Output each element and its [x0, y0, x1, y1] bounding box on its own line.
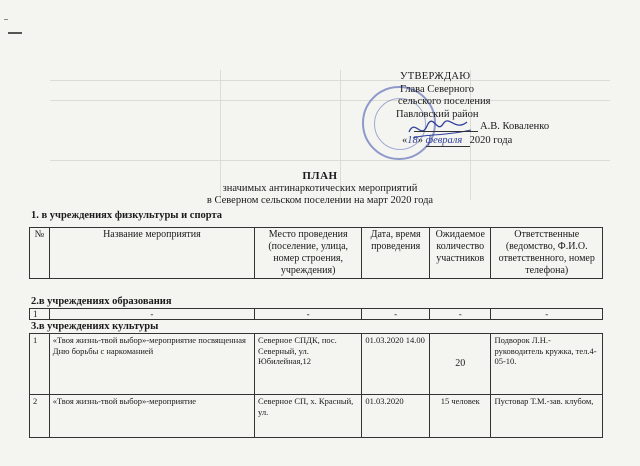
table-row	[30, 309, 603, 320]
table-row	[30, 334, 603, 395]
scan-artifact	[8, 32, 22, 34]
row-num: 2	[30, 395, 50, 438]
event-expected: 20	[430, 334, 491, 395]
date-open-quote: «	[402, 135, 408, 146]
approval-settlement: сельского поселения	[398, 96, 491, 107]
column-header-expected: Ожидаемое количество участников	[430, 228, 491, 279]
event-responsible: Подворок Л.Н.- руководитель кружка, тел.4-05-10.	[491, 334, 603, 395]
column-header-date: Дата, время проведения	[362, 228, 430, 279]
approval-position: Глава Северного	[400, 83, 475, 95]
approval-district: Павловский район	[396, 108, 479, 120]
column-header-place: Место проведения (поселение, улица, номер строения, учреждения)	[255, 228, 362, 279]
event-name: «Твоя жизнь-твой выбор»-мероприятие посвященная Дню борьбы с наркоманией	[49, 334, 254, 395]
table-cell: -	[255, 309, 362, 320]
plan-subtitle: значимых антинаркотических мероприятий	[222, 183, 418, 194]
row-num: 1	[30, 334, 50, 395]
event-date: 01.03.2020	[362, 395, 430, 438]
approval-title: УТВЕРЖДАЮ	[400, 71, 471, 82]
event-responsible: Пустовар Т.М.-зав. клубом,	[491, 395, 603, 438]
show-through-line	[50, 160, 610, 161]
event-place: Северное СП, х. Красный, ул.	[255, 395, 362, 438]
date-close-quote: »	[417, 135, 423, 146]
table-cell: -	[49, 309, 254, 320]
table-cell: -	[430, 309, 491, 320]
column-header-num: №	[30, 228, 50, 279]
event-date: 01.03.2020 14.00	[362, 334, 430, 395]
show-through-line	[50, 100, 610, 101]
column-header-responsible: Ответственные (ведомство, Ф.И.О. ответственного, номер телефона)	[491, 228, 603, 279]
show-through-line	[50, 80, 610, 81]
table-cell: 1	[30, 309, 50, 320]
section-sports: 1. в учреждениях физкультуры и спорта	[31, 210, 222, 221]
education-table	[29, 308, 603, 320]
event-name: «Твоя жизнь-твой выбор»-мероприятие	[49, 395, 254, 438]
table-header-row	[30, 228, 603, 279]
date-day: 18	[407, 135, 418, 146]
event-place: Северное СПДК, пос. Северный, ул. Юбилейная,12	[255, 334, 362, 395]
events-header-table	[29, 227, 603, 279]
scan-artifact-small	[4, 19, 8, 20]
date-year: 2020 года	[469, 135, 513, 146]
table-cell: -	[362, 309, 430, 320]
event-expected: 15 человек	[430, 395, 491, 438]
column-header-name: Название мероприятия	[49, 228, 254, 279]
approval-signer: А.В. Коваленко	[480, 121, 550, 132]
approval-date	[402, 135, 512, 147]
plan-subtitle-period: в Северном сельском поселении на март 2020 года	[206, 195, 434, 206]
signature-line	[414, 131, 478, 132]
culture-table	[29, 333, 603, 438]
table-row	[30, 395, 603, 438]
date-month: февраля	[426, 135, 470, 147]
plan-title: ПЛАН	[302, 170, 338, 182]
table-cell: -	[491, 309, 603, 320]
section-culture: 3.в учреждениях культуры	[31, 321, 159, 332]
section-education: 2.в учреждениях образования	[31, 296, 172, 307]
